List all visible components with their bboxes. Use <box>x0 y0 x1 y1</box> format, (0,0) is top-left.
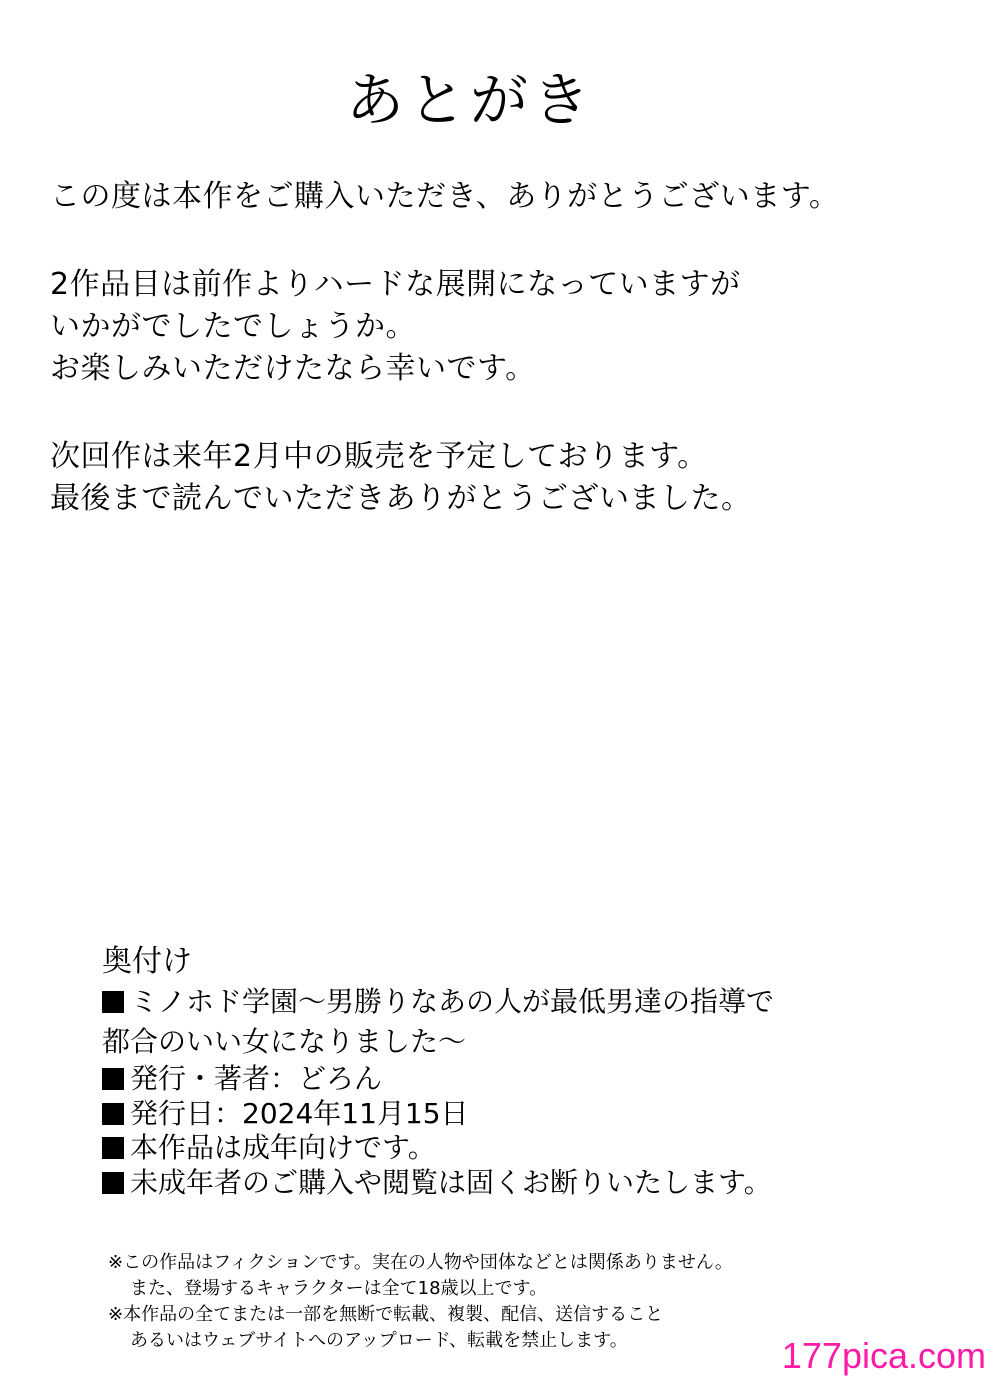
fiction-note-cont: また、登場するキャラクターは全て18歳以上です。 <box>130 1278 548 1299</box>
adult-notice: 本作品は成年向けです。 <box>130 1131 436 1164</box>
colophon-date <box>102 1097 962 1132</box>
afterword-line: 次回作は来年2月中の販売を予定しております。 <box>50 439 708 474</box>
square-bullet-icon <box>102 1068 124 1090</box>
publish-date: 発行日：2024年11月15日 <box>130 1096 469 1130</box>
colophon <box>102 942 962 1200</box>
afterword-paragraph <box>50 436 950 520</box>
afterword-line: 最後まで読んでいただきありがとうございました。 <box>50 481 752 516</box>
copyright-note: ※本作品の全てまたは一部を無断で転載、複製、配信、送信すること <box>108 1304 664 1325</box>
colophon-heading: 奥付け <box>102 944 192 979</box>
colophon-work-title-cont <box>102 1022 962 1062</box>
work-title-line1: ミノホド学園～男勝りなあの人が最低男達の指導で <box>130 985 775 1018</box>
square-bullet-icon <box>102 991 124 1013</box>
afterword-line: この度は本作をご購入いただき、ありがとうございます。 <box>50 179 840 214</box>
fiction-note: ※この作品はフィクションです。実在の人物や団体などとは関係ありません。 <box>108 1252 733 1273</box>
afterword-line: お楽しみいただけたなら幸いです。 <box>50 351 536 386</box>
square-bullet-icon <box>102 1137 124 1159</box>
copyright-note-cont: あるいはウェブサイトへのアップロード、転載を禁止します。 <box>130 1330 628 1351</box>
work-title-line2: 都合のいい女になりました～ <box>102 1025 467 1058</box>
afterword-paragraph <box>50 176 950 218</box>
square-bullet-icon <box>102 1172 124 1194</box>
colophon-work-title <box>102 982 962 1022</box>
legal-notes <box>108 1250 868 1354</box>
afterword-paragraph <box>50 264 950 390</box>
afterword-line: いかがでしたでしょうか。 <box>50 309 416 344</box>
site-watermark: 177pica.com <box>778 1336 990 1376</box>
afterword-body <box>50 176 950 566</box>
colophon-minor <box>102 1166 962 1201</box>
publisher-author: 発行・著者：どろん <box>130 1062 383 1095</box>
page-title: あとがき <box>345 66 594 134</box>
colophon-publisher <box>102 1062 962 1097</box>
colophon-adult <box>102 1131 962 1166</box>
square-bullet-icon <box>102 1103 124 1125</box>
minor-notice: 未成年者のご購入や閲覧は固くお断りいたします。 <box>130 1165 772 1199</box>
afterword-line: 2作品目は前作よりハードな展開になっていますが <box>50 267 741 302</box>
